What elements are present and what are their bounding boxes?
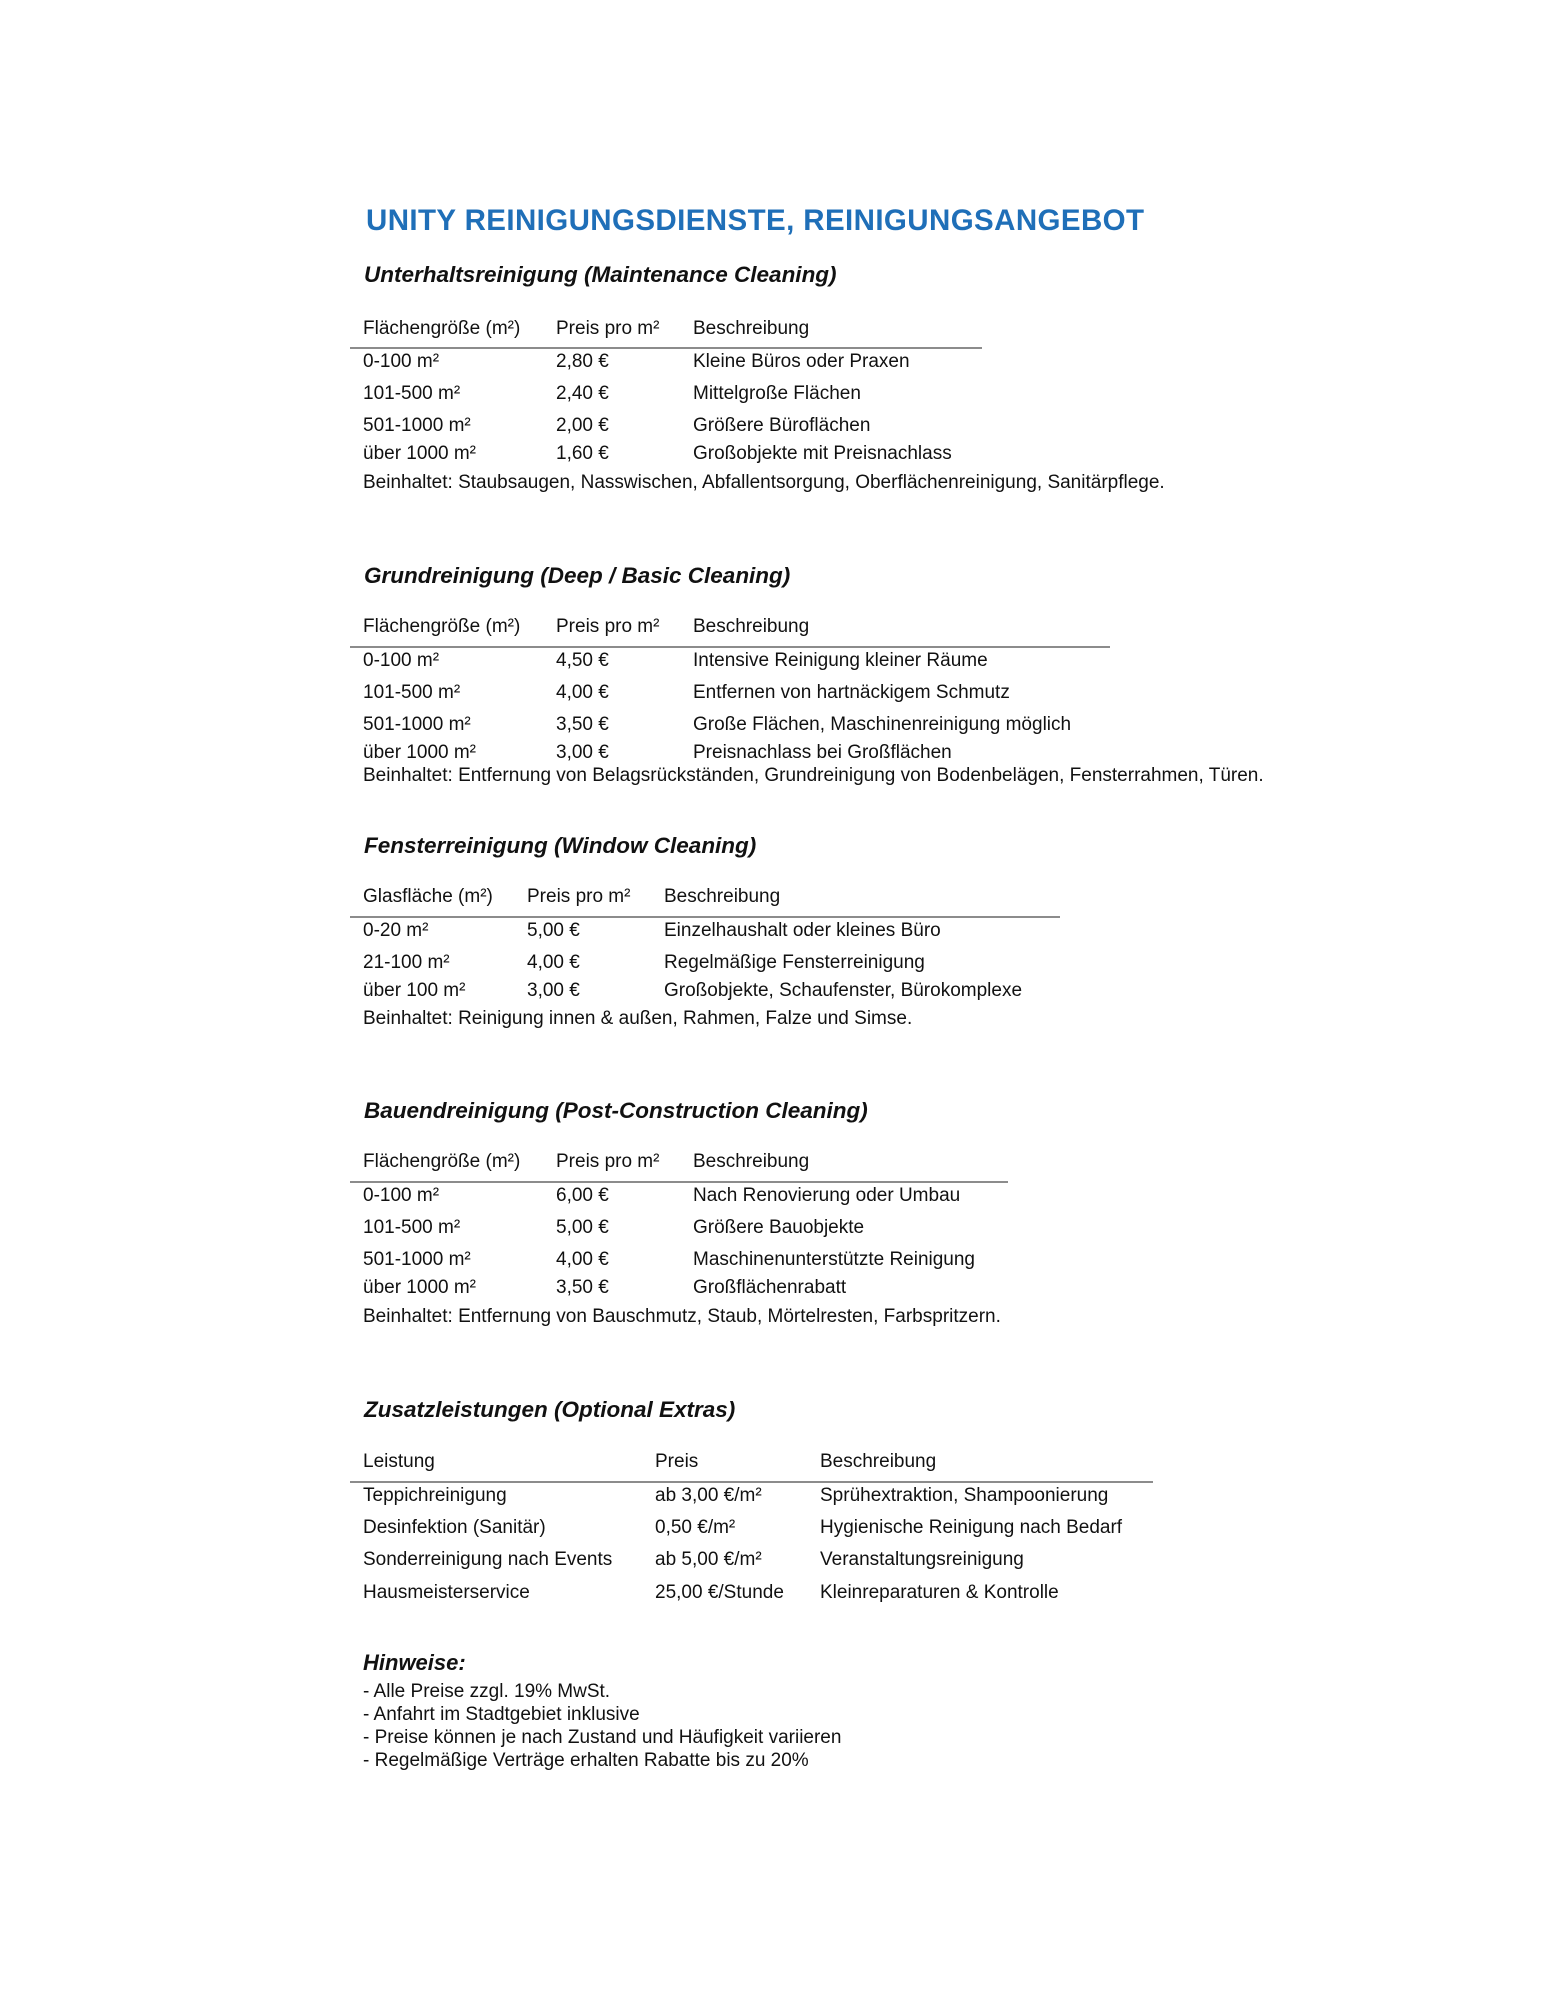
cell-description: Regelmäßige Fensterreinigung xyxy=(664,952,925,973)
cell-size: 0-100 m² xyxy=(363,1185,440,1206)
header-cell: Beschreibung xyxy=(693,318,810,339)
header-cell: Preis pro m² xyxy=(556,1151,660,1172)
cell-service: Hausmeisterservice xyxy=(363,1582,530,1603)
cell-description: Großobjekte mit Preisnachlass xyxy=(693,443,952,464)
section-note: Beinhaltet: Entfernung von Bauschmutz, Staub, Mörtelresten, Farbspritzern. xyxy=(363,1306,1001,1327)
cell-price: 5,00 € xyxy=(527,920,580,941)
cell-size: über 1000 m² xyxy=(363,443,477,464)
header-cell: Beschreibung xyxy=(820,1451,937,1472)
cell-price: ab 5,00 €/m² xyxy=(655,1549,762,1570)
header-cell: Leistung xyxy=(363,1451,435,1472)
hinweise-item: - Anfahrt im Stadtgebiet inklusive xyxy=(363,1704,640,1725)
cell-size: 21-100 m² xyxy=(363,952,450,973)
cell-price: 5,00 € xyxy=(556,1217,609,1238)
header-cell: Beschreibung xyxy=(693,616,810,637)
cell-price: 3,00 € xyxy=(527,980,580,1001)
cell-description: Nach Renovierung oder Umbau xyxy=(693,1185,961,1206)
cell-size: 101-500 m² xyxy=(363,1217,461,1238)
cell-price: 2,40 € xyxy=(556,383,609,404)
cell-size: 501-1000 m² xyxy=(363,415,471,436)
cell-description: Mittelgroße Flächen xyxy=(693,383,861,404)
cell-price: 3,50 € xyxy=(556,1277,609,1298)
cell-size: 501-1000 m² xyxy=(363,714,471,735)
cell-description: Großobjekte, Schaufenster, Bürokomplexe xyxy=(664,980,1023,1001)
section-title: Grundreinigung (Deep / Basic Cleaning) xyxy=(364,563,791,588)
cell-service: Sonderreinigung nach Events xyxy=(363,1549,613,1570)
hinweise-item: - Alle Preise zzgl. 19% MwSt. xyxy=(363,1681,611,1702)
cell-price: 2,00 € xyxy=(556,415,609,436)
cell-size: 0-20 m² xyxy=(363,920,429,941)
cell-description: Einzelhaushalt oder kleines Büro xyxy=(664,920,941,941)
cell-price: 6,00 € xyxy=(556,1185,609,1206)
cell-price: 4,50 € xyxy=(556,650,609,671)
header-cell: Flächengröße (m²) xyxy=(363,318,521,339)
cell-description: Kleine Büros oder Praxen xyxy=(693,351,910,372)
cell-size: 0-100 m² xyxy=(363,650,440,671)
cell-description: Maschinenunterstützte Reinigung xyxy=(693,1249,976,1270)
hinweise-item: - Preise können je nach Zustand und Häufigkeit variieren xyxy=(363,1727,842,1748)
cell-price: 4,00 € xyxy=(556,1249,609,1270)
cell-price: 3,50 € xyxy=(556,714,609,735)
cell-description: Veranstaltungsreinigung xyxy=(820,1549,1024,1570)
cell-description: Große Flächen, Maschinenreinigung möglich xyxy=(693,714,1072,735)
header-cell: Preis pro m² xyxy=(556,318,660,339)
header-cell: Beschreibung xyxy=(664,886,781,907)
cell-size: 0-100 m² xyxy=(363,351,440,372)
cell-description: Intensive Reinigung kleiner Räume xyxy=(693,650,988,671)
cell-size: 101-500 m² xyxy=(363,682,461,703)
header-cell: Glasfläche (m²) xyxy=(363,886,493,907)
cell-price: 4,00 € xyxy=(527,952,580,973)
cell-description: Sprühextraktion, Shampoonierung xyxy=(820,1485,1109,1506)
document-title: UNITY REINIGUNGSDIENSTE, REINIGUNGSANGEBOT xyxy=(366,204,1145,237)
section-title: Fensterreinigung (Window Cleaning) xyxy=(364,833,757,858)
cell-description: Größere Büroflächen xyxy=(693,415,871,436)
section-note: Beinhaltet: Staubsaugen, Nasswischen, Abfallentsorgung, Oberflächenreinigung, Sanitärpflege. xyxy=(363,472,1165,493)
section-note: Beinhaltet: Entfernung von Belagsrückständen, Grundreinigung von Bodenbelägen, Fensterrahmen, Türen. xyxy=(363,765,1264,786)
cell-size: 101-500 m² xyxy=(363,383,461,404)
cell-service: Desinfektion (Sanitär) xyxy=(363,1517,546,1538)
cell-service: Teppichreinigung xyxy=(363,1485,507,1506)
cell-description: Entfernen von hartnäckigem Schmutz xyxy=(693,682,1010,703)
cell-description: Preisnachlass bei Großflächen xyxy=(693,742,952,763)
section-title: Unterhaltsreinigung (Maintenance Cleaning) xyxy=(364,262,837,287)
hinweise-item: - Regelmäßige Verträge erhalten Rabatte bis zu 20% xyxy=(363,1750,809,1771)
header-cell: Preis pro m² xyxy=(527,886,631,907)
header-rule xyxy=(350,1481,1153,1483)
cell-price: 25,00 €/Stunde xyxy=(655,1582,784,1603)
section-note: Beinhaltet: Reinigung innen & außen, Rahmen, Falze und Simse. xyxy=(363,1008,913,1029)
cell-price: 3,00 € xyxy=(556,742,609,763)
cell-size: über 1000 m² xyxy=(363,742,477,763)
header-rule xyxy=(350,347,982,349)
header-cell: Beschreibung xyxy=(693,1151,810,1172)
section-title: Zusatzleistungen (Optional Extras) xyxy=(364,1397,736,1422)
header-cell: Flächengröße (m²) xyxy=(363,1151,521,1172)
section-title: Bauendreinigung (Post-Construction Cleaning) xyxy=(364,1098,868,1123)
cell-size: über 1000 m² xyxy=(363,1277,477,1298)
header-rule xyxy=(350,1181,1008,1183)
cell-price: 2,80 € xyxy=(556,351,609,372)
header-cell: Preis xyxy=(655,1451,699,1472)
header-rule xyxy=(350,916,1060,918)
cell-price: 1,60 € xyxy=(556,443,609,464)
cell-description: Größere Bauobjekte xyxy=(693,1217,865,1238)
cell-description: Großflächenrabatt xyxy=(693,1277,847,1298)
cell-description: Kleinreparaturen & Kontrolle xyxy=(820,1582,1059,1603)
cell-description: Hygienische Reinigung nach Bedarf xyxy=(820,1517,1123,1538)
cell-size: über 100 m² xyxy=(363,980,466,1001)
header-cell: Flächengröße (m²) xyxy=(363,616,521,637)
hinweise-title: Hinweise: xyxy=(363,1650,466,1675)
cell-size: 501-1000 m² xyxy=(363,1249,471,1270)
header-cell: Preis pro m² xyxy=(556,616,660,637)
header-rule xyxy=(350,646,1110,648)
cell-price: ab 3,00 €/m² xyxy=(655,1485,762,1506)
cell-price: 4,00 € xyxy=(556,682,609,703)
cell-price: 0,50 €/m² xyxy=(655,1517,736,1538)
